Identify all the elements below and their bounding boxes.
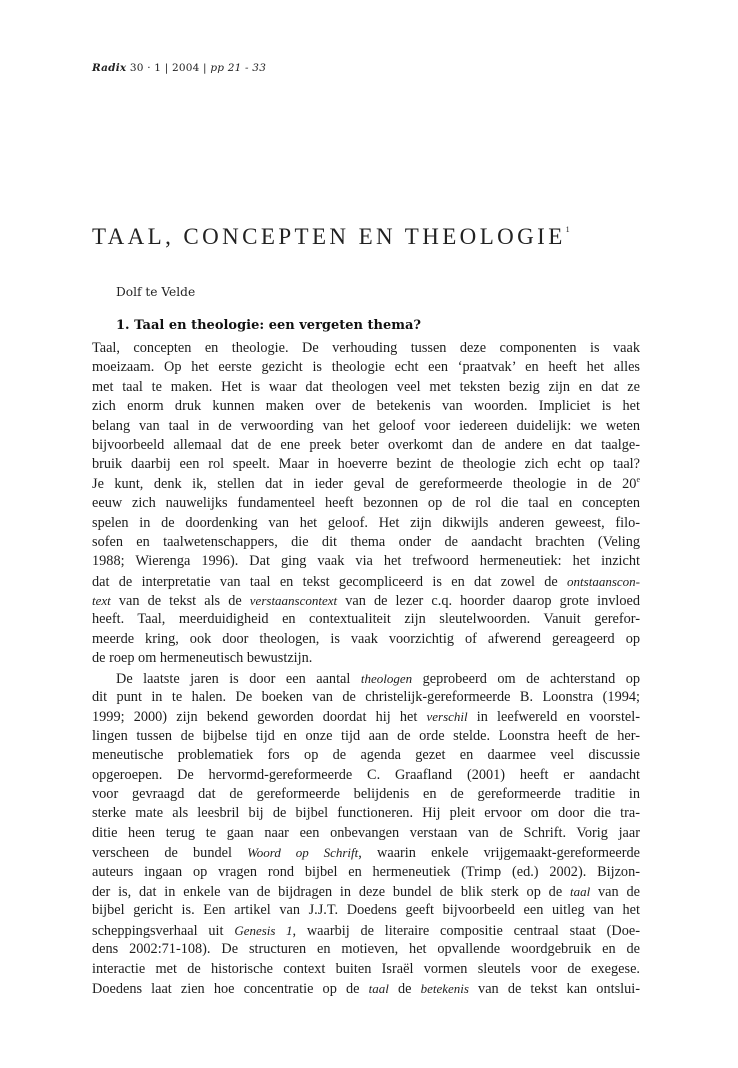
- author-name: Dolf te Velde: [116, 285, 196, 299]
- text-run: De laatste jaren is door een aantal: [116, 670, 361, 687]
- text-line: [92, 572, 640, 591]
- text-run: der is, dat in enkele van de bijdragen in deze bundel de blik sterk op de: [92, 883, 570, 900]
- text-line: Taal, concepten en theologie. De verhouding tussen deze componenten is vaak: [92, 340, 640, 356]
- text-line: sofen en taalwetenschappers, die dit thema onder de aandacht brachten (Veling: [92, 533, 640, 550]
- italic-term: verstaanscontext: [249, 593, 338, 609]
- text-run: dat de interpretatie van taal en tekst gecompliceerd is en dat zowel de: [92, 573, 568, 590]
- text-run: van de: [590, 883, 640, 900]
- text-run: scheppingsverhaal uit: [92, 922, 235, 939]
- text-run: Doedens laat zien hoe concentratie op de: [92, 980, 369, 997]
- text-line: [92, 707, 640, 726]
- italic-term: ontstaanscon-: [567, 573, 640, 589]
- text-run: van de lezer c.q. hoorder daarop grote invloed: [337, 593, 640, 610]
- page-range: pp 21 - 33: [210, 62, 267, 74]
- italic-term: theologen: [360, 670, 413, 686]
- text-line: 1988; Wierenga 1996). Dat ging vaak via het trefwoord hermeneutiek: het inzicht: [92, 553, 640, 570]
- italic-term: text: [92, 593, 111, 609]
- article-title: [92, 224, 570, 250]
- text-line: [92, 979, 640, 998]
- text-line: opgeroepen. De hervormd-gereformeerde C. Graafland (2001) heeft er aandacht: [92, 766, 640, 783]
- text-run: van de tekst kan ontslui-: [468, 980, 640, 997]
- text-line: interactie met de historische context buiten Israël vormen sleutels voor de exegese.: [92, 960, 640, 977]
- journal-name: Radix: [92, 62, 127, 74]
- text-line: voor gevraagd dat de gereformeerde belijdenis en de gereformeerde traditie in: [92, 785, 640, 802]
- text-run: verscheen de bundel: [92, 845, 248, 862]
- text-line: zich enorm druk kunnen maken over de betekenis van woorden. Impliciet is het: [92, 398, 640, 415]
- italic-term: taal: [569, 883, 591, 899]
- text-line: meerde kring, ook door theologen, is vaak voorzichtig of afwerend gereageerd op: [92, 630, 640, 647]
- text-line: [92, 921, 640, 940]
- text-line: eeuw zich nauwelijks fundamenteel heeft bezonnen op de rol die taal en concepten: [92, 495, 640, 512]
- section-heading: 1. Taal en theologie: een vergeten thema?: [116, 318, 422, 333]
- article-title-text: TAAL, CONCEPTEN EN THEOLOGIE: [92, 224, 566, 249]
- text-line: met taal te maken. Het is waar dat theologen veel met teksten bezig zijn en dat ze: [92, 378, 640, 395]
- text-line: [92, 591, 640, 610]
- text-line: auteurs ingaan op vragen rond bijbel en hermeneutiek (Trimp (ed.) 2002). Bijzon-: [92, 863, 640, 880]
- issue-info: 30 · 1 | 2004 |: [129, 62, 207, 74]
- text-line: sterke mate als leesbril bij de bijbel functioneren. Hij pleit ervoor om door die tra-: [92, 805, 640, 822]
- italic-title: Woord op Schrift: [247, 845, 359, 861]
- text-run: in leefwereld en voorstel-: [467, 709, 640, 726]
- text-run: de: [388, 980, 421, 997]
- body-text: [92, 339, 640, 998]
- text-line: meneutische problematiek fors op de agenda gezet en daarmee veel discussie: [92, 747, 640, 764]
- text-line: spelen in de doordenking van het geloof. Het zijn dikwijls anderen geweest, filo-: [92, 514, 640, 531]
- text-run: , waarbij de literaire compositie centraal staat (Doe-: [292, 922, 640, 939]
- text-line: moeizaam. Op het eerste gezicht is theologie echt een ‘praatvak’ en heeft het alles: [92, 359, 640, 376]
- text-line: lingen tussen de bijbelse tijd en onze tijd aan de orde stelde. Loonstra heeft de her-: [92, 727, 640, 744]
- italic-term: Genesis 1: [234, 922, 293, 938]
- text-line: de roep om hermeneutisch bewustzijn.: [92, 650, 313, 667]
- text-line: [92, 843, 640, 862]
- text-run: 1999; 2000) zijn bekend geworden doordat hij het: [92, 709, 427, 726]
- text-run: , waarin enkele vrijgemaakt-gereformeerde: [358, 845, 640, 862]
- superscript: e: [636, 474, 640, 484]
- text-line: belang van taal in de verwoording van het geloof voor iedereen duidelijk: we weten: [92, 417, 640, 434]
- text-line: bijvoorbeeld allemaal dat de ene preek beter overkomt dan de andere en dat taalge-: [92, 436, 640, 453]
- text-line: heeft. Taal, meerduidigheid en contextualiteit zijn sleutelwoorden. Vanuit gerefor-: [92, 611, 640, 628]
- italic-term: betekenis: [420, 980, 469, 996]
- text-run: geprobeerd om de achterstand op: [412, 670, 640, 687]
- text-line: ditie heen terug te gaan naar een onbevangen verstaan van de Schrift. Vorig jaar: [92, 824, 640, 841]
- running-header: [92, 62, 266, 74]
- footnote-marker: 1: [565, 225, 570, 234]
- text-run: Je kunt, denk ik, stellen dat in ieder geval de gereformeerde theologie in de 20: [92, 475, 637, 492]
- text-line: [92, 882, 640, 901]
- text-line: [92, 669, 640, 688]
- text-run: van de tekst als de: [110, 593, 250, 610]
- text-line: bijbel gericht is. Een artikel van J.J.T. Doedens geeft bijvoorbeeld een uitleg van het: [92, 902, 640, 919]
- text-line: bruik daarbij een rol speelt. Maar in hoeverre bezint de theologie zich echt op taal?: [92, 456, 640, 473]
- text-line: [92, 475, 640, 494]
- italic-term: verschil: [426, 709, 468, 725]
- italic-term: taal: [368, 980, 389, 996]
- text-line: dit punt in te halen. De boeken van de christelijk-gereformeerde B. Loonstra (1994;: [92, 689, 640, 706]
- text-line: dens 2002:71-108). De structuren en motieven, het opvallende woordgebruik en de: [92, 941, 640, 958]
